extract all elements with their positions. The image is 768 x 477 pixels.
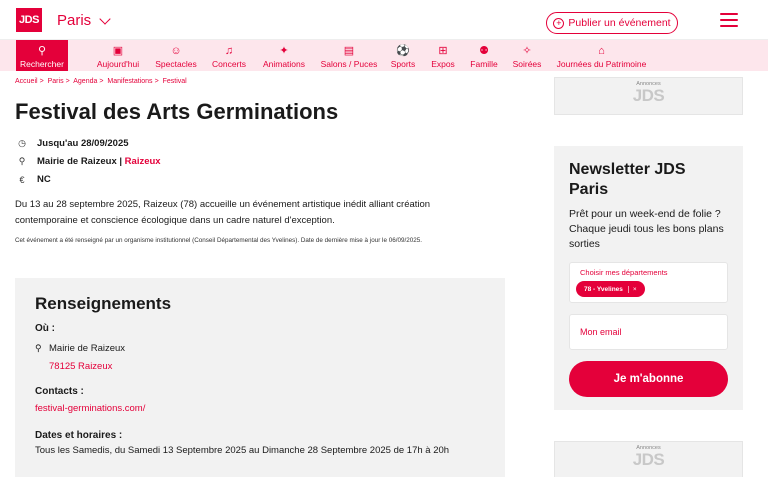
rens-venue: Mairie de Raizeux	[49, 343, 126, 354]
nav-label: Salons / Puces	[320, 59, 378, 69]
nav-label: Concerts	[211, 59, 246, 69]
renseignements-title: Renseignements	[35, 294, 172, 313]
event-date-row	[15, 138, 129, 149]
website-link[interactable]: festival-germinations.com/	[35, 403, 146, 414]
department-chip[interactable]	[576, 281, 645, 297]
ad-logo: JDS	[632, 450, 665, 469]
stand-icon: ▤	[343, 45, 355, 57]
nav-label: Rechercher	[20, 59, 64, 69]
monument-icon: ⌂	[598, 45, 605, 57]
chevron-down-icon	[100, 13, 111, 24]
email-field[interactable]: Mon email	[569, 314, 728, 350]
site-header	[0, 0, 768, 40]
nav-label: Journées du Patrimoine	[556, 59, 647, 69]
event-venue-row	[15, 156, 161, 167]
dates-text: Tous les Samedis, du Samedi 13 Septembre 2025 au Dimanche 28 Septembre 2025 de 17h à 20h	[35, 445, 450, 456]
event-city-link[interactable]: Raizeux	[124, 156, 161, 167]
ou-label: Où :	[35, 323, 55, 334]
nav-label: Aujourd'hui	[96, 59, 140, 69]
department-chip-label: 78 - Yvelines	[584, 285, 623, 293]
rens-postal-link[interactable]: 78125 Raizeux	[49, 361, 113, 372]
subscribe-button[interactable]: Je m'abonne	[569, 361, 728, 397]
breadcrumb-item[interactable]: Manifestations	[107, 78, 153, 85]
nav-item-soirees[interactable]	[510, 40, 544, 71]
nav-item-salons-puces[interactable]	[319, 40, 379, 71]
euro-icon: €	[19, 174, 25, 185]
ad-banner-top[interactable]	[554, 77, 743, 115]
nav-item-sports[interactable]	[388, 40, 418, 71]
nav-label: Expos	[431, 59, 455, 69]
category-nav	[0, 40, 768, 71]
nav-item-expos[interactable]	[429, 40, 457, 71]
ad-banner-bottom[interactable]	[554, 441, 743, 477]
close-icon[interactable]: ×	[628, 286, 637, 293]
department-label: Choisir mes départements	[580, 268, 668, 277]
nav-item-aujourdhui[interactable]	[93, 40, 143, 71]
family-icon: ⚉	[479, 45, 489, 57]
ad-label: Annonces	[636, 445, 661, 451]
theater-masks-icon: ☺	[170, 45, 182, 57]
ad-label: Annonces	[636, 81, 661, 87]
venue-separator: |	[116, 156, 125, 167]
menu-icon[interactable]	[720, 13, 738, 27]
event-venue: Mairie de Raizeux	[37, 156, 117, 167]
party-icon: ✧	[522, 45, 532, 57]
breadcrumb: Accueil > Paris > Agenda > Manifestations > Festival	[15, 78, 187, 85]
city-selector[interactable]	[57, 12, 109, 29]
music-notes-icon: ♫	[224, 45, 234, 57]
event-description: Du 13 au 28 septembre 2025, Raizeux (78) accueille un événement artistique inédit alliant création contemporaine et conscience écologique dans un cadre naturel d'exception.	[15, 199, 431, 226]
nav-label: Sports	[390, 59, 416, 69]
event-price-row	[15, 174, 51, 185]
breadcrumb-item[interactable]: Festival	[162, 78, 187, 85]
breadcrumb-item[interactable]: Paris	[47, 78, 64, 85]
breadcrumb-item[interactable]: Agenda	[73, 78, 98, 85]
megaphone-icon: ✦	[279, 45, 289, 57]
easel-icon: ⊞	[438, 45, 448, 57]
nav-item-famille[interactable]	[467, 40, 501, 71]
search-icon: ⚲	[37, 45, 47, 57]
event-price: NC	[37, 174, 51, 185]
plus-circle-icon: +	[553, 18, 564, 29]
renseignements-panel	[15, 278, 505, 477]
ad-logo: JDS	[632, 86, 665, 105]
nav-label: Spectacles	[155, 59, 197, 69]
publish-event-button[interactable]	[546, 12, 678, 34]
nav-item-spectacles[interactable]	[153, 40, 199, 71]
breadcrumb-item[interactable]: Accueil	[15, 78, 38, 85]
nav-label: Soirées	[512, 59, 542, 69]
nav-item-journees-patrimoine[interactable]	[555, 40, 648, 71]
jds-logo[interactable]: JDS	[16, 8, 42, 32]
publish-event-label: Publier un événement	[568, 17, 671, 29]
newsletter-title: Newsletter JDS Paris	[569, 161, 686, 198]
page-title: Festival des Arts Germinations	[15, 99, 339, 124]
newsletter-text: Prêt pour un week-end de folie ? Chaque jeudi tous les bons plans sorties	[569, 208, 724, 250]
dates-label: Dates et horaires :	[35, 430, 123, 441]
nav-label: Famille	[470, 59, 498, 69]
location-pin-icon: ⚲	[18, 156, 26, 166]
contacts-label: Contacts :	[35, 386, 84, 397]
nav-item-animations[interactable]	[259, 40, 309, 71]
location-pin-icon: ⚲	[35, 343, 42, 353]
calendar-icon: ▣	[112, 45, 124, 57]
event-date: Jusqu'au 28/09/2025	[37, 138, 129, 149]
nav-item-rechercher[interactable]	[16, 40, 68, 71]
city-label: Paris	[57, 12, 92, 29]
event-source-note: Cet événement a été renseigné par un organisme institutionnel (Conseil Départemental des Yvelines). Date de dernière mise à jour le 06/09/2025.	[15, 237, 422, 244]
department-selector[interactable]	[569, 262, 728, 303]
nav-item-concerts[interactable]	[209, 40, 249, 71]
nav-label: Animations	[262, 59, 306, 69]
clock-icon: ◷	[18, 138, 26, 148]
ball-icon: ⚽	[396, 45, 410, 57]
newsletter-panel	[554, 146, 743, 410]
